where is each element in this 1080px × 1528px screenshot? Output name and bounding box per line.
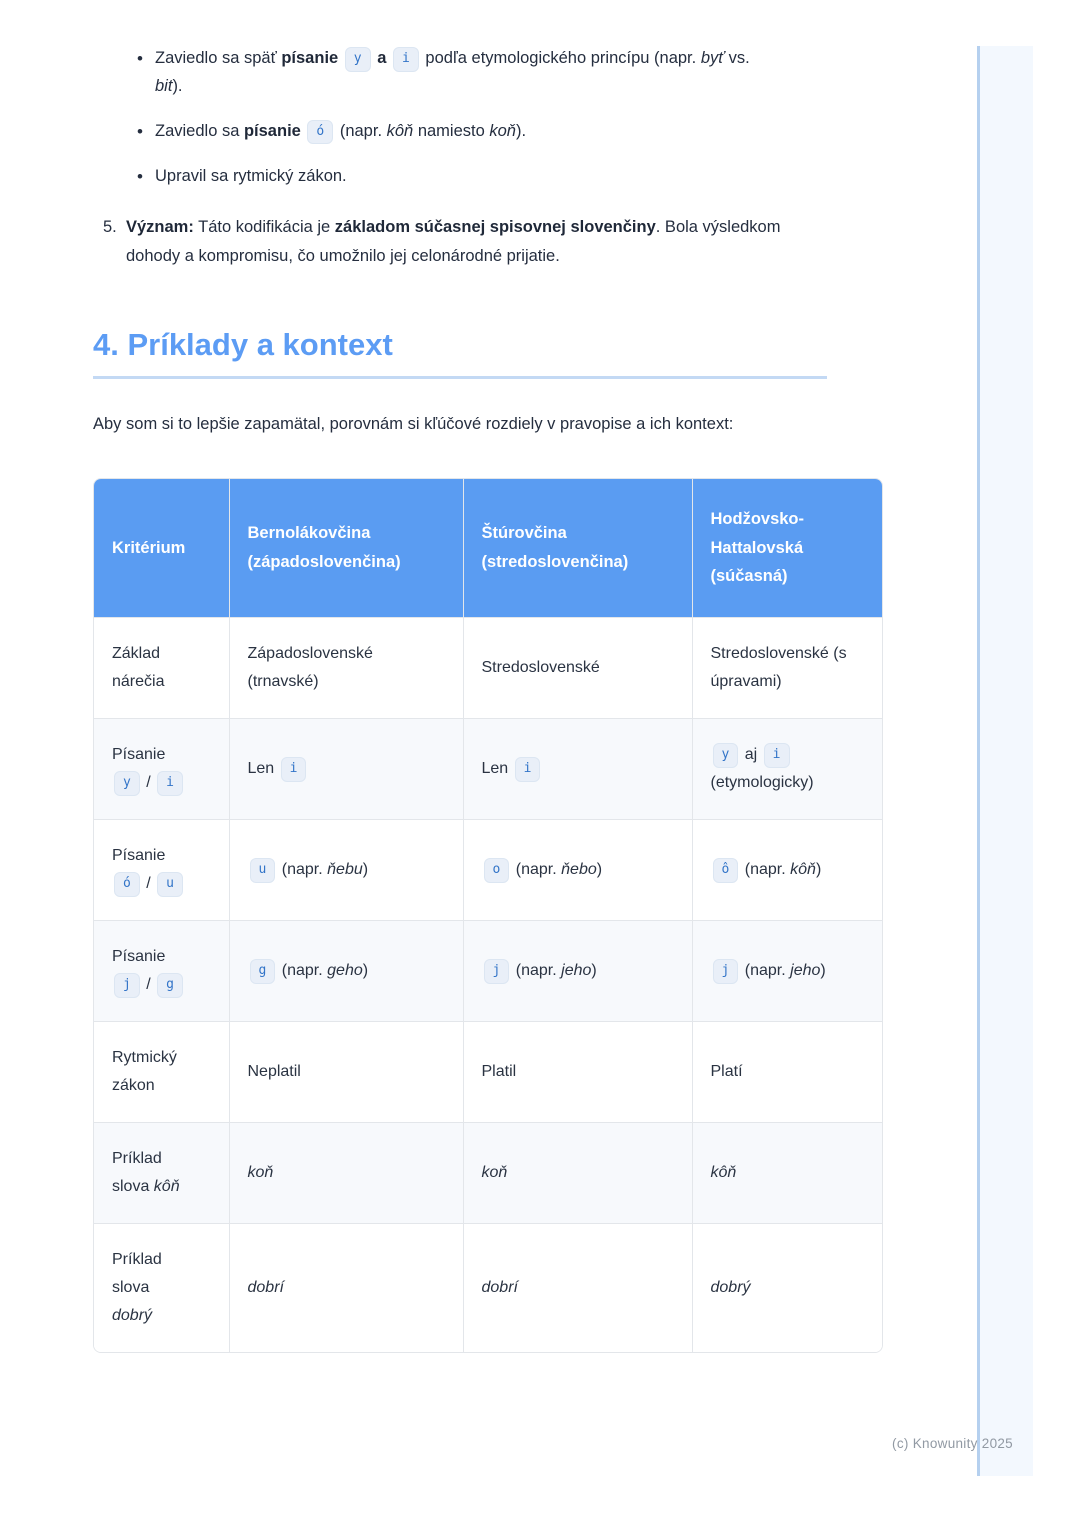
table-row (94, 719, 882, 820)
code-chip: u (250, 858, 276, 883)
code-chip: g (157, 973, 183, 998)
italic-text: koň (489, 121, 516, 140)
text: (napr. (511, 962, 562, 980)
page-edge-bar (977, 46, 1033, 1476)
bullet-icon: • (137, 121, 143, 141)
criterion-cell (94, 1123, 229, 1224)
text: ). (172, 77, 183, 96)
text: Západoslovenské (trnavské) (247, 645, 373, 691)
comparison-table (93, 478, 883, 1354)
italic-text: dobrý (710, 1279, 751, 1297)
text: slova (112, 1279, 150, 1297)
text: (napr. (740, 962, 791, 980)
code-chip: y (713, 743, 739, 768)
text (301, 122, 306, 140)
code-chip: i (281, 757, 307, 782)
text: (napr. (277, 861, 328, 879)
italic-text: dobrí (247, 1279, 284, 1297)
column-header: Kritérium (94, 479, 229, 618)
numbered-list-item (93, 213, 980, 270)
value-cell (229, 921, 463, 1022)
text: (napr. (335, 121, 387, 140)
text: (napr. (511, 861, 562, 879)
text: Táto kodifikácia je (193, 218, 335, 237)
list-item (93, 162, 980, 191)
value-cell (692, 921, 882, 1022)
code-chip: i (157, 771, 183, 796)
table-row (94, 820, 882, 921)
list-item-text (126, 213, 798, 270)
code-chip: y (345, 47, 371, 72)
list-item (93, 44, 980, 101)
criterion-cell (94, 1022, 229, 1123)
text: ) (362, 962, 369, 980)
value-cell (229, 1224, 463, 1353)
table-row (94, 921, 882, 1022)
text: Písanie (112, 746, 166, 764)
value-cell (229, 1123, 463, 1224)
code-chip: g (250, 959, 276, 984)
value-cell (463, 1123, 692, 1224)
list-item-text (155, 44, 773, 101)
column-header: Štúrovčina (stredoslovenčina) (463, 479, 692, 618)
bullet-icon: • (137, 49, 143, 68)
text: (napr. (277, 962, 328, 980)
text: Platil (481, 1063, 517, 1081)
bold-text: písanie (281, 49, 339, 67)
text: Stredoslovenské (481, 659, 600, 677)
italic-text: kôň (153, 1178, 180, 1196)
code-chip: y (114, 771, 140, 796)
criterion-cell (94, 820, 229, 921)
intro-paragraph: Aby som si to lepšie zapamätal, porovnám si kľúčové rozdiely v pravopise a ich kontext: (93, 415, 734, 434)
text: Stredoslovenské (s úpravami) (710, 645, 847, 691)
text: Platí (710, 1063, 743, 1081)
italic-text: dobrý (112, 1307, 153, 1325)
italic-text: dobrí (481, 1279, 518, 1297)
text: zákon (112, 1077, 155, 1095)
text: Písanie (112, 847, 166, 865)
criterion-cell (94, 1224, 229, 1353)
text: / (141, 774, 156, 792)
value-cell (463, 618, 692, 719)
text: . Bola výsledkom dohody a kompromisu, čo umožnilo jej celonárodné prijatie. (126, 218, 781, 265)
value-cell (463, 1022, 692, 1123)
value-cell (463, 820, 692, 921)
text: Zaviedlo sa späť (155, 49, 282, 67)
code-chip: o (484, 858, 510, 883)
text: Neplatil (247, 1063, 301, 1081)
text: ) (820, 962, 826, 980)
italic-text: bit (155, 77, 173, 96)
text: ) (362, 861, 369, 879)
italic-text: kôň (710, 1164, 737, 1182)
value-cell (463, 719, 692, 820)
italic-text: koň (247, 1164, 274, 1182)
italic-text: koň (481, 1164, 508, 1182)
italic-text: kôň (386, 121, 414, 140)
text: ) (591, 962, 597, 980)
code-chip: u (157, 872, 183, 897)
value-cell (692, 820, 882, 921)
bold-text: a (377, 49, 387, 67)
code-chip: ó (114, 872, 140, 897)
text: slova (112, 1178, 154, 1196)
comparison-table-body (94, 618, 882, 1353)
value-cell (463, 1224, 692, 1353)
text: Len (481, 760, 513, 778)
text: / (141, 875, 156, 893)
text: Len (247, 760, 279, 778)
text: Upravil sa rytmický zákon. (155, 166, 347, 185)
code-chip: i (515, 757, 541, 782)
value-cell (229, 1022, 463, 1123)
value-cell (692, 1022, 882, 1123)
italic-text: jeho (561, 962, 592, 980)
comparison-table-header-row (94, 479, 882, 618)
value-cell (229, 719, 463, 820)
criterion-cell (94, 719, 229, 820)
table-row (94, 1022, 882, 1123)
list-item-text (155, 117, 526, 146)
value-cell (692, 1123, 882, 1224)
code-chip: j (484, 959, 510, 984)
text: Rytmický (112, 1049, 177, 1067)
value-cell (229, 618, 463, 719)
criterion-cell (94, 921, 229, 1022)
italic-text: jeho (790, 962, 821, 980)
italic-text: geho (327, 962, 363, 980)
column-header: Bernolákovčina (západoslovenčina) (229, 479, 463, 618)
bullet-icon: • (137, 166, 143, 186)
text (386, 49, 391, 67)
value-cell (692, 1224, 882, 1353)
text: nárečia (112, 673, 165, 691)
italic-text: ňebo (561, 861, 597, 879)
text: namiesto (413, 121, 490, 140)
code-chip: ô (713, 858, 739, 883)
value-cell (463, 921, 692, 1022)
text: ) (815, 861, 822, 879)
text: ). (515, 121, 527, 140)
text: aj (740, 746, 762, 764)
criterion-cell (94, 618, 229, 719)
text: (napr. (740, 861, 791, 879)
list-number: 5. (103, 218, 117, 237)
table-row (94, 1123, 882, 1224)
text: podľa etymologického princípu (napr. (420, 49, 701, 67)
bullet-list (93, 44, 980, 191)
text: Základ (112, 645, 161, 663)
value-cell (229, 820, 463, 921)
text: ) (596, 861, 603, 879)
code-chip: ó (307, 120, 333, 145)
italic-text: kôň (790, 861, 816, 879)
text: (etymologicky) (710, 774, 814, 792)
text: vs. (724, 49, 750, 67)
column-header: Hodžovsko-Hattalovská (súčasná) (692, 479, 882, 618)
list-item (93, 117, 980, 146)
text (338, 49, 343, 67)
value-cell (692, 719, 882, 820)
text: / (141, 976, 156, 994)
bold-text: základom súčasnej spisovnej slovenčiny (334, 218, 656, 237)
section-heading: 4. Príklady a kontext (93, 326, 827, 379)
code-chip: j (114, 973, 140, 998)
code-chip: i (393, 47, 419, 72)
code-chip: i (764, 743, 790, 768)
table-row (94, 1224, 882, 1353)
table-row (94, 618, 882, 719)
value-cell (692, 618, 882, 719)
italic-text: ňebu (327, 861, 363, 879)
text: Zaviedlo sa (155, 121, 244, 140)
text: Príklad (112, 1150, 162, 1168)
code-chip: j (713, 959, 739, 984)
italic-text: byť (700, 49, 725, 67)
copyright-note: (c) Knowunity 2025 (892, 1436, 1013, 1451)
bold-text: písanie (243, 121, 301, 140)
text: Písanie (112, 948, 166, 966)
list-item-text (155, 162, 347, 191)
bold-text: Význam: (126, 218, 194, 237)
text: Príklad (112, 1251, 162, 1269)
